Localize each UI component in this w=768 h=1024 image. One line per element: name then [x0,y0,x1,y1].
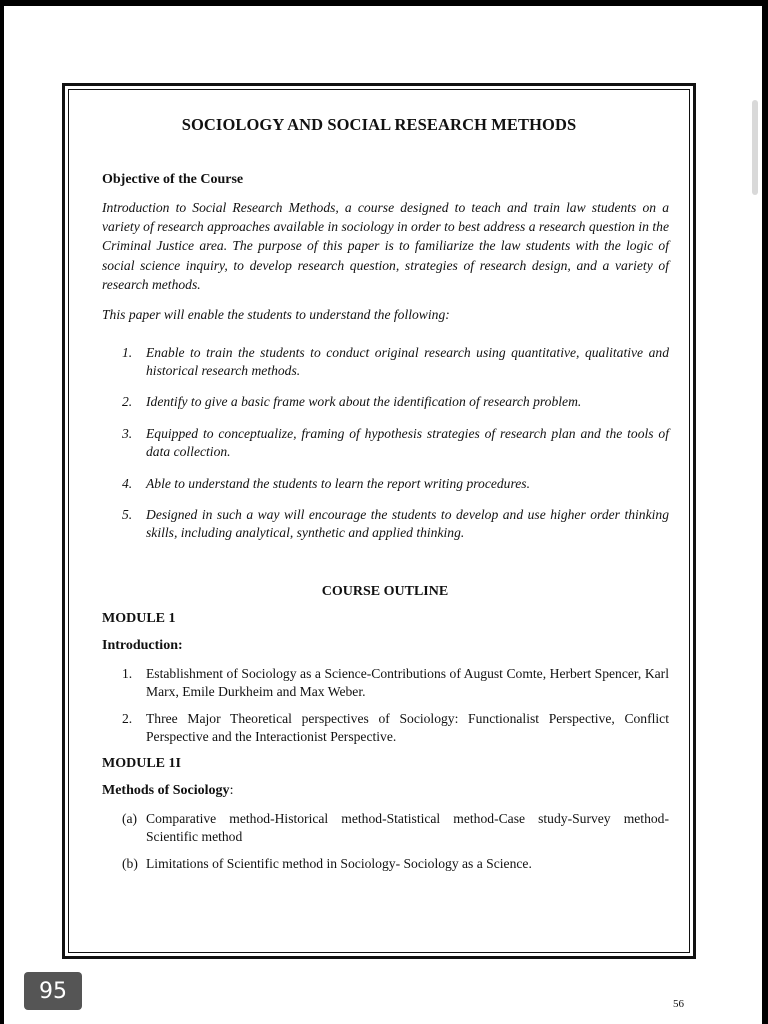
module-2-item-a [102,810,669,846]
viewer-top-bar [0,0,768,6]
module-item-number: (a) [122,811,138,826]
scrollbar-thumb[interactable] [752,100,758,195]
outcome-item-3 [102,425,669,461]
viewer-left-edge [0,0,4,1024]
outcome-item-4 [102,475,669,493]
module-item-number: (b) [122,856,138,871]
outcome-number: 3. [122,426,133,441]
module-item-text: Three Major Theoretical perspectives of Sociology: Functionalist Perspective, Conflict Perspective and the Interactionist Perspective. [146,711,669,744]
outcome-number: 5. [122,507,133,522]
module-2-subheading-colon: : [229,783,234,798]
module-1-heading: MODULE 1 [102,611,176,626]
module-item-text: Limitations of Scientific method in Sociology- Sociology as a Science. [146,856,532,871]
outcome-number: 2. [122,394,133,409]
outcome-number: 4. [122,476,133,491]
outcome-text: Able to understand the students to learn the report writing procedures. [146,476,530,491]
module-2-item-b [102,855,669,873]
module-item-number: 2. [122,711,133,726]
printed-page-number: 56 [673,998,684,1010]
module-1-subheading: Introduction: [102,638,183,653]
outcome-item-5 [102,506,669,542]
module-1-item-1 [102,665,669,701]
page-indicator-badge: 95 [24,972,82,1010]
outcome-text: Enable to train the students to conduct original research using quantitative, qualitative and historical research methods. [146,345,669,378]
objective-heading: Objective of the Course [102,172,244,187]
outcome-text: Designed in such a way will encourage the students to develop and use higher order thinking skills, including analytical, synthetic and applied thinking. [146,507,669,540]
module-item-text: Establishment of Sociology as a Science-Contributions of August Comte, Herbert Spencer, Karl Marx, Emile Durkheim and Max Weber. [146,666,669,699]
module-2-subheading [102,783,233,799]
course-outline-heading: COURSE OUTLINE [321,584,449,599]
enable-statement: This paper will enable the students to understand the following: [102,307,450,322]
module-2-heading: MODULE 1I [102,756,181,771]
viewer-right-edge [762,0,768,1024]
module-item-number: 1. [122,666,133,681]
objective-paragraph: Introduction to Social Research Methods, a course designed to teach and train law students on a variety of research approaches available in sociology in order to best address a research question in the Criminal Justice area. The purpose of this paper is to familiarize the law students with the logic of social science inquiry, to develop research question, strategies of research design, and a variety of research methods. [102,200,669,292]
outcome-item-1 [102,344,669,380]
outcome-number: 1. [122,345,133,360]
outcome-item-2 [102,393,669,411]
module-item-text: Comparative method-Historical method-Statistical method-Case study-Survey method-Scientific method [146,811,669,844]
outcome-text: Identify to give a basic frame work about the identification of research problem. [146,394,582,409]
module-2-subheading-text: Methods of Sociology [102,783,230,798]
module-1-item-2 [102,710,669,746]
outcome-text: Equipped to conceptualize, framing of hypothesis strategies of research plan and the tools of data collection. [146,426,669,459]
document-title: SOCIOLOGY AND SOCIAL RESEARCH METHODS [181,115,577,134]
